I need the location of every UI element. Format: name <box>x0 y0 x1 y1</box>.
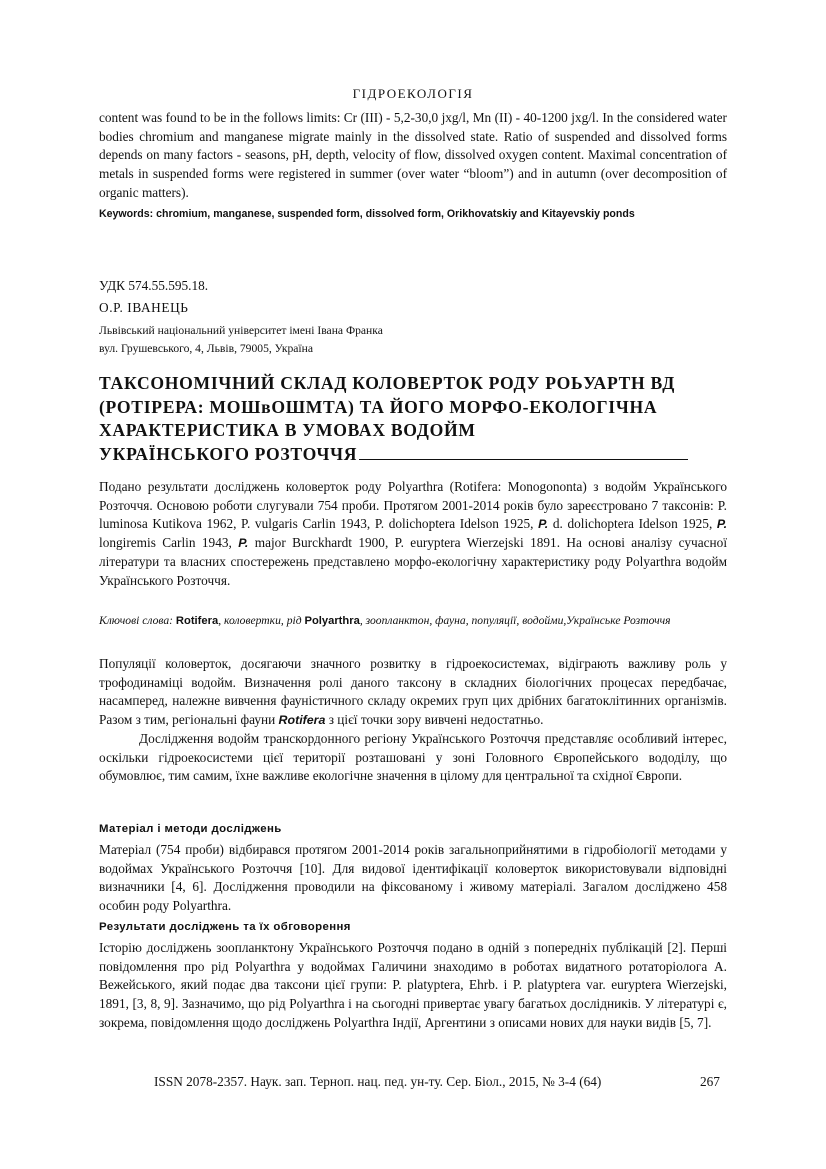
english-abstract: content was found to be in the follows limits: Cr (III) - 5,2-30,0 jxg/l, Mn (II) - 40-1200 jxg/l. In the considered water bodies chromium and manganese migrate mainly in the dissolved state. Ratio of suspended and dissolved forms depends on many factors - seasons, pH, depth, velocity of flow, dissolved oxygen content. Maximal concentration of metals in suspended forms were registered in summer (over water “bloom”) and in autumn (over decomposition of organic matters). <box>99 110 727 200</box>
title-line: ХАРАКТЕРИСТИКА В УМОВАХ ВОДОЙМ <box>99 420 476 440</box>
running-head: ГІДРОЕКОЛОГІЯ <box>352 86 474 101</box>
author: О.Р. ІВАНЕЦЬ <box>99 300 189 315</box>
affiliation-university: Львівський національний університет імені Івана Франка <box>99 324 383 337</box>
title-line: УКРАЇНСЬКОГО РОЗТОЧЧЯ <box>99 443 739 467</box>
intro-paragraph: Популяції коловерток, досягаючи значного розвитку в гідроекосистемах, відіграють важливу роль у трофодинаміці водойм. Визначення ролі даного таксону в складних біологічних процесах передбачає, насамперед, належне вивчення фауністичного складу окремих груп цих дрібних багатоклітинних організмів. Разом з тим, регіональні фауни Rotifera з цієї точки зору вивчені недостатньо. <box>99 656 727 728</box>
abstract-ukrainian: Подано результати досліджень коловерток роду Polyarthra (Rotifera: Monogononta) з водойм Українського Розточчя. Основою роботи слугували 754 проби. Протягом 2001-2014 років було зареєстровано 7 таксонів: P. luminosa Kutikova 1962, P. vulgaris Carlin 1943, P. dolichoptera Idelson 1925, P. d. dolichoptera Idelson 1925, P. longiremis Carlin 1943, P. major Burckhardt 1900, P. euryptera Wierzejski 1891. На основі аналізу сучасної літератури та власних спостережень представлено морфо-екологічну характеристику роду Polyarthra водойм Українського Розточчя. <box>99 479 728 588</box>
footer-journal: ISSN 2078-2357. Наук. зап. Терноп. нац. пед. ун-ту. Сер. Біол., 2015, № 3-4 (64) <box>154 1074 602 1089</box>
results-text: Історію досліджень зоопланктону Українського Розточчя подано в одній з попередніх публікацій [2]. Перші повідомлення про рід Polyarthra у водоймах Галичини знаходимо в роботах видатного ротаторіолога А. Вежейського, який подає два таксони цієї групи: P. platyptera, Ehrb. і P. platyptera var. euryptera Wierzejski, 1891, [3, 8, 9]. Зазначимо, що рід Polyarthra і на сьогодні привертає увагу багатьох дослідників. У літературі є, зокрема, повідомлення щодо досліджень Polyarthra Індії, Аргентини з описами нових для науки видів [5, 7]. <box>99 940 727 1030</box>
introduction <box>99 655 727 786</box>
methods-text: Матеріал (754 проби) відбирався протягом 2001-2014 років загальноприйнятими в гідробіології методами у водоймах Українського Розточчя [10]. Для видової ідентифікації коловерток використовували відповідні визначники [4, 6]. Дослідження проводили на фіксованому і живому матеріалі. Загалом досліджено 458 особин роду Polyarthra. <box>99 842 727 914</box>
title-line: (РОТІРЕРА: МОШвОШМТА) ТА ЙОГО МОРФО-ЕКОЛОГІЧНА <box>99 396 658 417</box>
affiliation-address: вул. Грушевського, 4, Львів, 79005, Україна <box>99 342 314 355</box>
udc-code: УДК 574.55.595.18. <box>99 278 209 293</box>
results-heading: Результати досліджень та їх обговорення <box>99 921 351 933</box>
keywords-english: Keywords: chromium, manganese, suspended form, dissolved form, Orikhovatskiy and Kitayevskiy ponds <box>99 208 635 220</box>
page-number: 267 <box>700 1074 720 1089</box>
article-title <box>99 372 739 466</box>
title-line: ТАКСОНОМІЧНИЙ СКЛАД КОЛОВЕРТОК РОДУ РОЬУАРТН ВД <box>99 373 676 393</box>
methods-heading: Матеріал і методи досліджень <box>99 823 282 835</box>
title-rule <box>359 458 688 460</box>
keywords-ukrainian: Ключові слова: Rotifera, коловертки, рід Polyarthra, зоопланктон, фауна, популяції, водойми,Українське Розточчя <box>99 614 671 627</box>
affiliation <box>99 322 383 358</box>
intro-paragraph: Дослідження водойм транскордонного регіону Українського Розточчя представляє особливий інтерес, оскільки гідроекосистеми цієї території розташовані у зоні Головного Європейського вододілу, що обумовлює, тим самим, їхне важливе екологічне значення в цілому для центральної та східної Європи. <box>99 730 727 784</box>
